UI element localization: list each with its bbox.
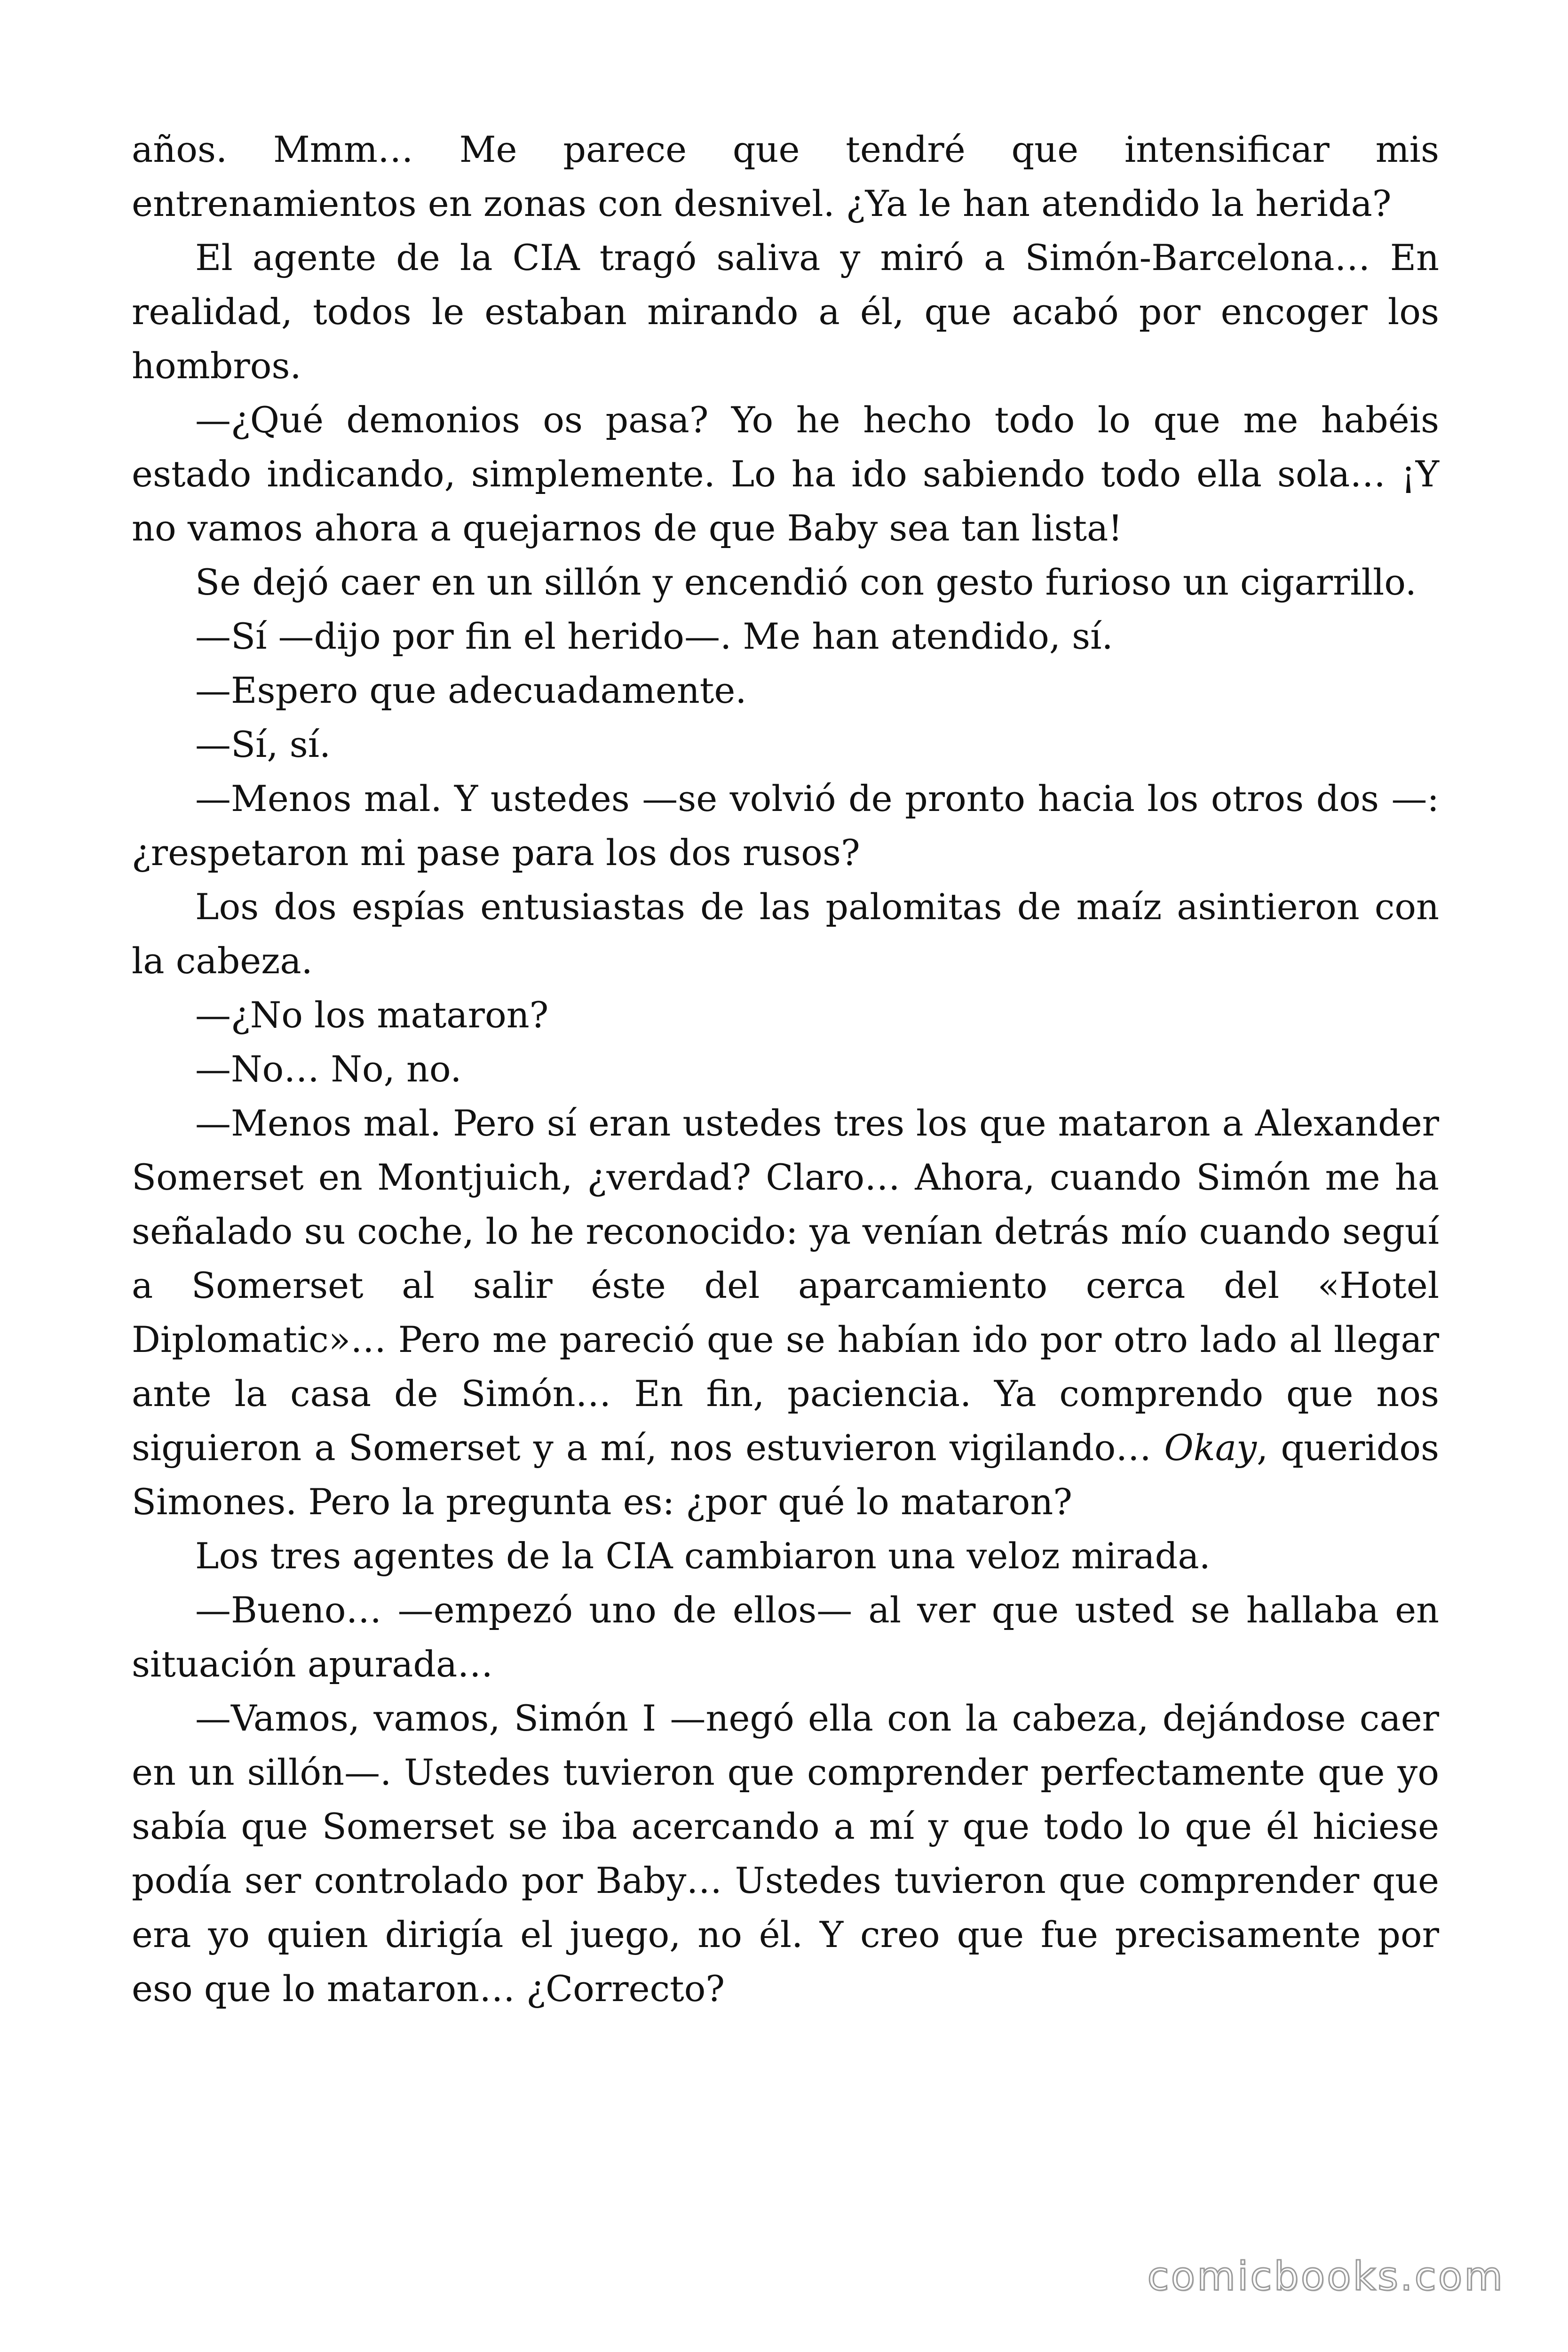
paragraph-13: Los tres agentes de la CIA cambiaron una veloz mirada. <box>195 1535 1211 1577</box>
paragraph-12 <box>132 1096 1439 1529</box>
paragraph-11: —No… No, no. <box>195 1048 462 1090</box>
paragraph-12-text-after: , queridos Simones. Pero la pregunta es: ¿por qué lo mataron? <box>132 1427 1440 1523</box>
paragraph-9: Los dos espías entusiastas de las palomitas de maíz asintieron con la cabeza. <box>132 886 1439 982</box>
paragraph-2: El agente de la CIA tragó saliva y miró a Simón-Barcelona… En realidad, todos le estaban mirando a él, que acabó por encoger los hombros. <box>132 237 1439 387</box>
paragraph-12-emphasis: Okay <box>1164 1427 1257 1469</box>
paragraph-6: —Espero que adecuadamente. <box>195 669 747 711</box>
paragraph-5: —Sí —dijo por fin el herido—. Me han atendido, sí. <box>195 615 1113 657</box>
page-body <box>132 122 1439 2016</box>
paragraph-1: años. Mmm… Me parece que tendré que intensificar mis entrenamientos en zonas con desnivel. ¿Ya le han atendido la herida? <box>132 128 1439 224</box>
paragraph-14: —Bueno… —empezó uno de ellos— al ver que usted se hallaba en situación apurada… <box>132 1589 1439 1685</box>
paragraph-10: —¿No los mataron? <box>195 994 549 1036</box>
paragraph-7: —Sí, sí. <box>195 723 331 765</box>
paragraph-4: Se dejó caer en un sillón y encendió con gesto furioso un cigarrillo. <box>195 561 1417 603</box>
watermark: comicbooks.com <box>1147 2253 1505 2299</box>
paragraph-8: —Menos mal. Y ustedes —se volvió de pronto hacia los otros dos —: ¿respetaron mi pase para los dos rusos? <box>132 778 1439 874</box>
paragraph-15: —Vamos, vamos, Simón I —negó ella con la cabeza, dejándose caer en un sillón—. Ustedes tuvieron que comprender perfectamente que yo sabía que Somerset se iba acercando a mí y que todo lo que él hiciese podía ser controlado por Baby… Ustedes tuvieron que comprender que era yo quien dirigía el juego, no él. Y creo que fue precisamente por eso que lo mataron… ¿Correcto? <box>132 1697 1439 2010</box>
paragraph-12-text-before: —Menos mal. Pero sí eran ustedes tres los que mataron a Alexander Somerset en Montjuich, ¿verdad? Claro… Ahora, cuando Simón me ha señalado su coche, lo he reconocido: ya venían detrás mío cuando seguí a Somerset al salir éste del aparcamiento cerca del «Hotel Diplomatic»… Pero me pareció que se habían ido por otro lado al llegar ante la casa de Simón… En fin, paciencia. Ya comprendo que nos siguieron a Somerset y a mí, nos estuvieron vigilando… <box>132 1102 1439 1469</box>
paragraph-3: —¿Qué demonios os pasa? Yo he hecho todo lo que me habéis estado indicando, simplemente. Lo ha ido sabiendo todo ella sola… ¡Y no vamos ahora a quejarnos de que Baby sea tan lista! <box>132 399 1439 549</box>
